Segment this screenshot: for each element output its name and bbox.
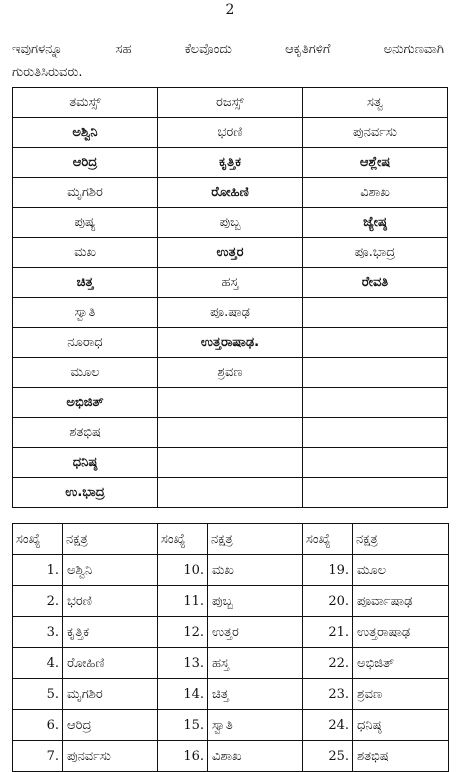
nakshatra-name-cell: ಕೃತ್ತಿಕ: [63, 617, 158, 648]
nakshatra-number-cell: 21.: [303, 617, 353, 648]
guna-table-cell: [158, 418, 303, 448]
nakshatra-table-row: [13, 617, 449, 648]
nakshatra-name-cell: ಪುನರ್ವಸು: [63, 741, 158, 772]
guna-table-row: [13, 148, 448, 178]
nakshatra-table-header-row: [13, 524, 449, 555]
guna-table-cell: ರೋಹಿಣಿ: [158, 178, 303, 208]
nakshatra-name-cell: ಹಸ್ತ: [208, 648, 303, 679]
nakshatra-name-cell: ಶತಭಿಷ: [353, 741, 449, 772]
guna-table-body: [13, 118, 448, 508]
nakshatra-table-row: [13, 648, 449, 679]
guna-table-cell: [303, 298, 448, 328]
nakshatra-number-cell: 24.: [303, 710, 353, 741]
nakshatra-name-cell: ವಿಶಾಖ: [208, 741, 303, 772]
guna-table-row: [13, 388, 448, 418]
guna-table-row: [13, 328, 448, 358]
guna-table-cell: ಉ.ಭಾದ್ರ: [13, 478, 158, 508]
guna-table-cell: ಧನಿಷ್ಠ: [13, 448, 158, 478]
guna-table-cell: ಹಸ್ತ: [158, 268, 303, 298]
nakshatra-table-row: [13, 555, 449, 586]
guna-table-row: [13, 478, 448, 508]
guna-table-cell: ರೇವತಿ: [303, 268, 448, 298]
nakshatra-number-cell: 5.: [13, 679, 63, 710]
guna-table-cell: [303, 388, 448, 418]
nakshatra-name-cell: ಮೂಲ: [353, 555, 449, 586]
guna-table-cell: [303, 418, 448, 448]
nakshatra-name-cell: ಮಖ: [208, 555, 303, 586]
guna-table-cell: [158, 478, 303, 508]
guna-table-row: [13, 418, 448, 448]
nakshatra-number-cell: 15.: [158, 710, 208, 741]
nakshatra-number-cell: 20.: [303, 586, 353, 617]
guna-table-cell: [303, 478, 448, 508]
guna-table-row: [13, 178, 448, 208]
guna-table-cell: ಮಖ: [13, 238, 158, 268]
page-number: 2: [225, 2, 235, 18]
nakshatra-name-cell: ಉತ್ತರಾಷಾಢ: [353, 617, 449, 648]
intro-word: ಕೆಲವೊಂದು: [184, 42, 232, 57]
nakshatra-name-cell: ಆರಿದ್ರ: [63, 710, 158, 741]
guna-table-row: [13, 238, 448, 268]
guna-table-cell: ಉತ್ತರ: [158, 238, 303, 268]
nakshatra-table-row: [13, 741, 449, 772]
guna-table-row: [13, 448, 448, 478]
guna-table-cell: ಆರಿದ್ರ: [13, 148, 158, 178]
guna-table-cell: ನೂರಾಧ: [13, 328, 158, 358]
nakshatra-name-cell: ಅಶ್ವಿನಿ: [63, 555, 158, 586]
nakshatra-number-cell: 19.: [303, 555, 353, 586]
guna-table-row: [13, 298, 448, 328]
guna-table-cell: ಪುಬ್ಬ: [158, 208, 303, 238]
nakshatra-name-cell: ಅಭಿಜಿತ್: [353, 648, 449, 679]
nakshatra-name-cell: ಧನಿಷ್ಠ: [353, 710, 449, 741]
guna-table-cell: ಶತಭಿಷ: [13, 418, 158, 448]
nakshatra-name-cell: ಉತ್ತರ: [208, 617, 303, 648]
guna-table-row: [13, 268, 448, 298]
nakshatra-number-table: [12, 523, 449, 772]
header-rajas: ರಜಸ್ಸ್: [158, 88, 303, 118]
guna-table-cell: ಚಿತ್ತ: [13, 268, 158, 298]
guna-table-row: [13, 118, 448, 148]
guna-table-cell: ವಿಶಾಖ: [303, 178, 448, 208]
guna-table-cell: ಭರಣಿ: [158, 118, 303, 148]
guna-table-cell: ಅಭಿಜಿತ್: [13, 388, 158, 418]
header-number: ಸಂಖ್ಯೆ: [303, 524, 353, 555]
intro-word: ಆಕೃತಿಗಳಿಗೆ: [285, 42, 331, 57]
intro-word: ಇವುಗಳನ್ನೂ: [12, 42, 63, 57]
guna-table-cell: ಕೃತ್ತಿಕ: [158, 148, 303, 178]
header-nakshatra: ನಕ್ಷತ್ರ: [208, 524, 303, 555]
nakshatra-number-cell: 13.: [158, 648, 208, 679]
guna-table-cell: ಪೂ.ಭಾದ್ರ: [303, 238, 448, 268]
guna-table-cell: ಪುಷ್ಯ: [13, 208, 158, 238]
nakshatra-number-cell: 4.: [13, 648, 63, 679]
nakshatra-name-cell: ರೋಹಿಣಿ: [63, 648, 158, 679]
nakshatra-table-row: [13, 679, 449, 710]
nakshatra-number-cell: 1.: [13, 555, 63, 586]
intro-line-1: [12, 38, 444, 61]
header-number: ಸಂಖ್ಯೆ: [158, 524, 208, 555]
guna-table-row: [13, 358, 448, 388]
nakshatra-name-cell: ಪೂರ್ವಾಷಾಢ: [353, 586, 449, 617]
nakshatra-table-row: [13, 586, 449, 617]
nakshatra-number-cell: 12.: [158, 617, 208, 648]
header-tamas: ತಮಸ್ಸ್: [13, 88, 158, 118]
nakshatra-name-cell: ಚಿತ್ತ: [208, 679, 303, 710]
header-sattva: ಸತ್ವ: [303, 88, 448, 118]
nakshatra-table-body: [13, 555, 449, 772]
header-nakshatra: ನಕ್ಷತ್ರ: [353, 524, 449, 555]
nakshatra-name-cell: ಭರಣಿ: [63, 586, 158, 617]
header-nakshatra: ನಕ್ಷತ್ರ: [63, 524, 158, 555]
nakshatra-table-row: [13, 710, 449, 741]
nakshatra-number-cell: 23.: [303, 679, 353, 710]
guna-table-header-row: [13, 88, 448, 118]
guna-table-cell: [303, 328, 448, 358]
nakshatra-name-cell: ಶ್ರವಣ: [353, 679, 449, 710]
intro-word: ಸಹ: [115, 42, 132, 57]
guna-table-row: [13, 208, 448, 238]
guna-table-cell: ಆಶ್ಲೇಷ: [303, 148, 448, 178]
guna-table-cell: [158, 448, 303, 478]
guna-table: [12, 87, 448, 508]
intro-line-2: ಗುರುತಿಸಿರುವರು.: [12, 65, 83, 80]
guna-table-cell: ಶ್ರವಣ: [158, 358, 303, 388]
guna-table-cell: ಮೃಗಶಿರ: [13, 178, 158, 208]
nakshatra-number-cell: 22.: [303, 648, 353, 679]
nakshatra-number-cell: 2.: [13, 586, 63, 617]
intro-paragraph: [12, 38, 444, 84]
guna-table-cell: ಪುನರ್ವಸು: [303, 118, 448, 148]
nakshatra-name-cell: ಪುಬ್ಬ: [208, 586, 303, 617]
guna-table-cell: ಪೂ.ಷಾಢ: [158, 298, 303, 328]
nakshatra-number-cell: 14.: [158, 679, 208, 710]
nakshatra-number-cell: 16.: [158, 741, 208, 772]
guna-table-cell: ಅಶ್ವಿನಿ: [13, 118, 158, 148]
intro-word: ಅನುಗುಣವಾಗಿ: [383, 42, 444, 57]
header-number: ಸಂಖ್ಯೆ: [13, 524, 63, 555]
guna-table-cell: [303, 358, 448, 388]
guna-table-cell: ಮೂಲ: [13, 358, 158, 388]
nakshatra-name-cell: ಮೃಗಶಿರ: [63, 679, 158, 710]
nakshatra-number-cell: 3.: [13, 617, 63, 648]
guna-table-cell: [158, 388, 303, 418]
guna-table-cell: ಸ್ವಾತಿ: [13, 298, 158, 328]
nakshatra-number-cell: 25.: [303, 741, 353, 772]
guna-table-cell: ಜ್ಯೇಷ್ಠ: [303, 208, 448, 238]
nakshatra-number-cell: 11.: [158, 586, 208, 617]
guna-table-cell: ಉತ್ತರಾಷಾಢ.: [158, 328, 303, 358]
guna-table-cell: [303, 448, 448, 478]
nakshatra-name-cell: ಸ್ವಾತಿ: [208, 710, 303, 741]
nakshatra-number-cell: 6.: [13, 710, 63, 741]
nakshatra-number-cell: 10.: [158, 555, 208, 586]
nakshatra-number-cell: 7.: [13, 741, 63, 772]
